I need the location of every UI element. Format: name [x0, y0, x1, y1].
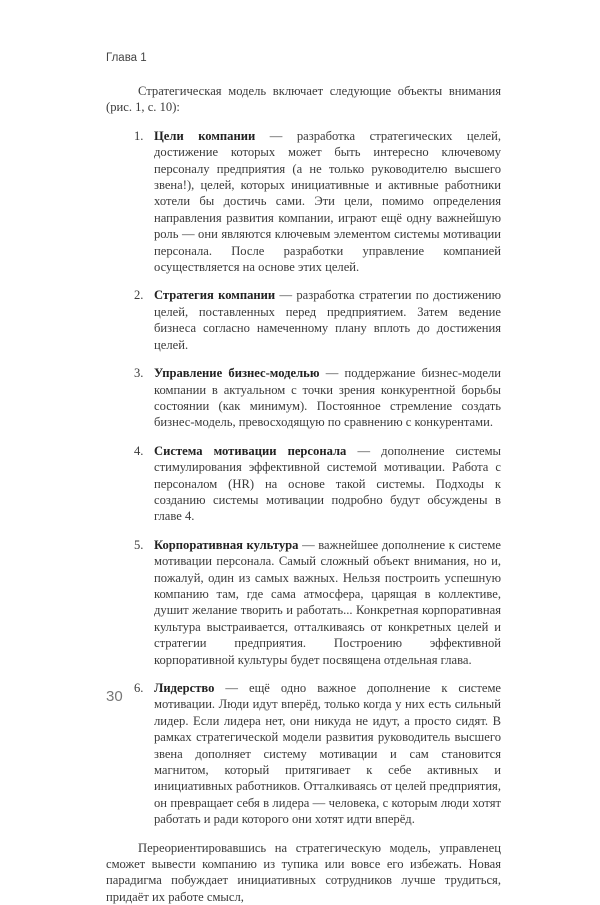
item-term: Корпоративная культура: [154, 537, 299, 552]
item-term: Стратегия компании: [154, 288, 276, 303]
item-term: Цели компании: [154, 128, 256, 143]
item-text: — разработка стратегических целей, достижение которых может быть интересно ключевому персоналу предприятия (а не только руководителю высшего звена!), целей, которых инициативные и активные работники хотели бы достичь сами. Эти цели, помимо определения направления развития компании, играют ещё одну важнейшую роль — они являются ключевым элементом системы мотивации персонала. После разработки управление компанией осуществляется на основе этих целей.: [154, 128, 501, 275]
item-number: 3.: [134, 366, 144, 381]
item-term: Управление бизнес-моделью: [154, 366, 320, 381]
list-item: [106, 680, 501, 828]
page-number: 30: [106, 688, 123, 705]
list-item: [106, 365, 501, 431]
item-text: — поддержание бизнес-модели компании в актуальном с точки зрения конкурентной борьбы состоянии (как минимум). Постоянное стремление создать бизнес-модель, превосходящую по сравнению с конкурентами.: [154, 366, 502, 430]
item-number: 4.: [134, 443, 144, 458]
item-number: 1.: [134, 128, 144, 143]
item-text: — ещё одно важное дополнение к системе мотивации. Люди идут вперёд, только когда у них есть сильный лидер. Если лидера нет, они никуда не идут, а просто сидят. В рамках стратегической модели развития руководитель высшего звена дополняет систему мотивации и сам становится магнитом, который притягивает к себе активных и инициативных работников. Отталкиваясь от целей предприятия, он превращает себя в лидера — человека, с которым люди хотят работать и ради которого они хотят идти вперёд.: [154, 681, 501, 827]
closing-paragraph: Переориентировавшись на стратегическую модель, управленец сможет вывести компанию из тупика или вовсе его избежать. Новая парадигма побуждает инициативных сотрудников лучше трудиться, придаёт их работе смысл,: [106, 840, 501, 904]
page-body: [106, 83, 501, 905]
chapter-header: Глава 1: [106, 52, 147, 64]
list-item: [106, 287, 501, 353]
item-number: 5.: [134, 537, 144, 552]
list-item: [106, 128, 501, 276]
item-term: Лидерство: [154, 681, 215, 695]
item-text: — дополнение системы стимулирования эффективной системой мотивации. Работа с персоналом (HR) на основе такой системы. Подходы к созданию системы мотивации подробно будут обсуждены в главе 4.: [154, 443, 501, 524]
item-term: Система мотивации персонала: [154, 443, 347, 458]
list-item: [106, 537, 501, 668]
list-item: [106, 443, 501, 525]
intro-paragraph: Стратегическая модель включает следующие объекты внимания (рис. 1, с. 10):: [106, 84, 501, 115]
item-text: — разработка стратегии по достижению целей, поставленных перед предприятием. Затем ведение бизнеса согласно намеченному плану вплоть до достижения целей.: [154, 288, 501, 352]
item-number: 2.: [134, 288, 144, 303]
item-number: 6.: [134, 681, 144, 695]
item-text: — важнейшее дополнение к системе мотивации персонала. Самый сложный объект внимания, но и, пожалуй, один из самых важных. Нельзя построить успешную компанию там, где сама атмосфера, царящая в коллективе, душит желание творить и работать... Конкретная корпоративная культура выстраивается, отталкиваясь от конкретных целей и стратегии предприятия. Построению эффективной корпоративной культуры будет посвящена отдельная глава.: [154, 537, 501, 667]
objects-list: [106, 128, 501, 828]
